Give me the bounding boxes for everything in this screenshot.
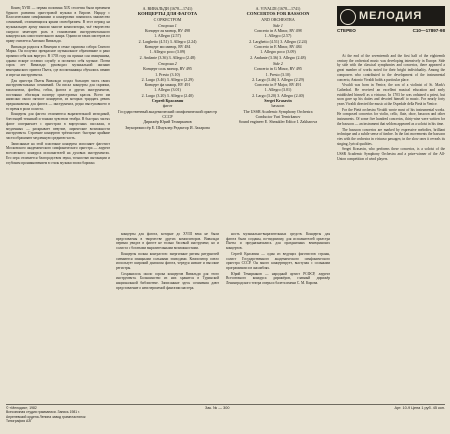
performer-name: Sergei Krasavin bbox=[264, 98, 292, 104]
russian-annotation-continued bbox=[116, 232, 219, 404]
track-line: 1. Allegro (2.57) bbox=[264, 33, 292, 39]
annotation-paragraph: концерты для фагота, которые до XVIII века не были представлены в творчестве других композиторов. Вивальди первым увидел в фаготе не только басовый инструмент, но и солиста с богатыми выразительными возможностями. bbox=[116, 232, 219, 251]
annotation-paragraph: ность музыкально-выразительных средств. Концерты для фагота были созданы, по-видимому, для исполнителей оркестра Пьеты и предназначались для праздничных венецианских концертов. bbox=[226, 232, 330, 251]
track-line: 2. Larghetto (4.51) 3. Allegro (2.24) bbox=[138, 38, 197, 44]
brand-name: МЕЛОДИЯ bbox=[359, 10, 423, 22]
stereo-label: СТЕРЕО bbox=[337, 28, 356, 33]
annotation-paragraph: At the end of the seventeenth and the first half of the eighteenth century the orchestral music was developing intensively in Europe. Side by side with the classical symphonies and concertos, there appeared a great number of works noted for their bright individuality. Among the composers who contributed to the development of the instrumental concerto, Antonio Vivaldi holds a particular place. bbox=[337, 54, 445, 82]
album-title: CONCERTOS FOR BASSOON bbox=[246, 11, 310, 17]
orchestra-name: The USSR Academic Symphony Orchestra bbox=[243, 108, 313, 114]
logo-plate bbox=[337, 6, 445, 26]
track-line: 1. Allegro poco (3.09) bbox=[260, 49, 296, 55]
track-line: 2. Andante (3.36) 3. Allegro (2.48) bbox=[139, 54, 196, 60]
english-tracklist bbox=[226, 6, 330, 125]
track-line: 1. Presto (3.10) bbox=[265, 71, 291, 77]
order-number: Зак. № — 300 bbox=[205, 406, 230, 410]
track-line: 2. Largo (3.46) 3. Allegro (2.29) bbox=[252, 76, 304, 82]
annotation-paragraph: Для оркестра Пьеты Вивальди создал большую часть своих инструментальных сочинений. Он писал концерты для скрипки, виолончели, флейты, гобоя, фагота и других инструментов, постоянно обогащая палитру оркестровых красок. Всего им написано около пятисот концертов, из которых тридцать девять предназначены для фагота — инструмента, редко выступавшего в то время в роли солиста. bbox=[6, 78, 110, 111]
album-subtitle: С ОРКЕСТРОМ bbox=[153, 16, 182, 22]
composer-name: A. VIVALDI (1678—1741) bbox=[255, 6, 301, 11]
annotation-paragraph: Вивальди родился в Венеции в семье скрипача собора Святого Марка. Он получил прекрасное музыкальное образование и рано проявил себя как виртуоз. В 1703 году он принял сан священника, однако вскоре оставил службу и посвятил себя музыке. Почти сорок лет Вивальди руководил музыкальной жизнью венецианского приюта Пьета, где воспитанницы обучались пению и игре на инструментах. bbox=[6, 44, 110, 77]
russian-annotation-continued bbox=[226, 232, 330, 404]
track-line: Concerto in E Minor, RV 484 bbox=[254, 44, 302, 50]
annotation-paragraph: Юрий Темирканов — народный артист РСФСР, лауреат Всесоюзного конкурса дирижёров, главный дирижёр Ленинградского театра оперы и балета имени С. М. Кирова. bbox=[226, 271, 330, 286]
conductor-name: Conductor Yuri Temirkanov bbox=[255, 113, 301, 119]
annotation-paragraph: The bassoon concertos are marked by expressive melodies, brilliant technique and a subtle sense of timbre. In the fast movements the bassoon vies with the orchestra in virtuoso passages; in the slow ones it reveals its singing, lyrical qualities. bbox=[337, 127, 445, 146]
annotation-paragraph: Концерты для фагота отличаются выразительной мелодикой, блестящей техникой и тонким чувством тембра. В быстрых частях фагот соперничает с оркестром в виртуозных пассажах, в медленных — раскрывает певучие, лирические возможности инструмента. Строение концертов трёхчастное: быстрые крайние части обрамляют медленную среднюю часть. bbox=[6, 112, 110, 140]
side-label: Side 2 bbox=[273, 60, 283, 66]
russian-annotation-column bbox=[6, 6, 110, 402]
russian-tracklist bbox=[116, 6, 219, 130]
factory-line: Апрелевский ордена Ленина завод грампластинок bbox=[6, 414, 86, 419]
english-annotation-column bbox=[337, 54, 445, 404]
studio-line: Всесоюзная студия грамзаписи. Запись 1981 г. bbox=[6, 410, 80, 415]
track-line: 2. Larghetto (4.51) 3. Allegro (2.24) bbox=[249, 38, 307, 44]
imprint-footer bbox=[6, 406, 445, 428]
track-line: Концерт ми минор, RV 484 bbox=[144, 44, 191, 50]
performer-name: Сергей Красавин bbox=[151, 98, 184, 104]
track-line: 1. Allegro (2.57) bbox=[154, 33, 181, 39]
track-line: 2. Largo (3.46) 3. Allegro (2.29) bbox=[141, 76, 194, 82]
side-label: Side 1 bbox=[273, 22, 283, 28]
album-title: КОНЦЕРТЫ ДЛЯ ФАГОТА bbox=[137, 11, 198, 17]
track-line: 1. Allegro (3.01) bbox=[264, 87, 292, 93]
track-line: 1. Allegro (3.01) bbox=[154, 87, 181, 93]
melodiya-logo bbox=[337, 6, 445, 38]
imprint-text bbox=[6, 406, 206, 423]
orchestra-name: Государственный академический симфонический оркестр СССР bbox=[118, 108, 217, 119]
track-line: Концерт соль минор, RV 495 bbox=[143, 66, 192, 72]
side-label: Сторона 1 bbox=[158, 22, 177, 28]
album-subtitle: AND ORCHESTRA bbox=[261, 16, 295, 22]
catalog-line bbox=[337, 28, 445, 33]
track-line: 1. Presto (3.10) bbox=[155, 71, 180, 77]
annotation-paragraph: Sergei Krasavin, who performs these concertos, is a soloist of the USSR Academic Symphony Orchestra and a prize-winner of the All-Union competition of wind players. bbox=[337, 147, 445, 161]
annotation-paragraph: Сохранилось около сорока концертов Вивальди для этого инструмента. Большинство из них хранится в Туринской национальной библиотеке. Записанные здесь сочинения дают представление о неисчерпаемой фантазии мастера. bbox=[116, 271, 219, 290]
track-line: Concerto in F Major, RV 491 bbox=[254, 82, 302, 88]
price-line: Арт. 10-9 Цена 1 руб. 45 коп. bbox=[394, 406, 445, 410]
track-line: Концерт ля минор, RV 498 bbox=[144, 28, 191, 34]
record-emblem-icon bbox=[340, 9, 356, 25]
annotation-paragraph: For the Pietà orchestra Vivaldi wrote most of his instrumental works. He composed concertos for violin, cello, flute, oboe, bassoon and other instruments. Of some five hundred concertos, thirty-nine were written for the bassoon — an instrument that seldom appeared as a soloist in his time. bbox=[337, 107, 445, 126]
annotation-paragraph: Концерты полны контрастов: энергичные ритмы ритурнелей сменяются изящными сольными эпизодами. Композитор смело использует широкий диапазон фагота, чередуя низкие и высокие регистры. bbox=[116, 251, 219, 270]
track-line: 2. Largo (3.20) 3. Allegro (2.40) bbox=[252, 92, 304, 98]
conductor-name: Дирижёр Юрий Темирканов bbox=[143, 119, 192, 125]
performer-role: bassoon bbox=[271, 103, 285, 109]
copyright-line: © «Мелодия», 1982 bbox=[6, 406, 37, 410]
annotation-paragraph: Сергей Красавин — один из ведущих фаготистов страны, солист Государственного академического симфонического оркестра СССР. Он много концертирует, выступая с сольными программами и в ансамблях. bbox=[226, 251, 330, 270]
performer-role: фагот bbox=[162, 103, 173, 109]
credits-line: Sound engineer E. Shmukler Editor I. Zakharova bbox=[238, 119, 318, 125]
track-line: 1. Allegro poco (3.09) bbox=[149, 49, 186, 55]
annotation-paragraph: Записанные на этой пластинке концерты исполняет фаготист Московского академического симфонического оркестра — лауреат всесоюзного конкурса исполнителей на духовых инструментах. Его игра отличается благородством звука, точностью интонации и глубоким проникновением в стиль музыки эпохи барокко. bbox=[6, 141, 110, 165]
catalog-number: С10—17897-98 bbox=[412, 28, 445, 33]
footer-divider bbox=[6, 404, 445, 405]
annotation-paragraph: Конец XVIII — первая половина XIX столетия были временем бурного развития оркестровой музыки в Европе. Наряду с Классическими симфониями и концертами появилось множество сочинений, отличающихся ярким своеобразием. В этот период на музыкальную арену вышли многие композиторы, чьё творчество сыграло заметную роль в становлении инструментального концерта как самостоятельного жанра. Одним из таких мастеров по праву считается Антонио Вивальди. bbox=[6, 6, 110, 43]
track-line: Concerto in G Minor, RV 495 bbox=[254, 66, 302, 72]
track-line: 2. Largo (3.20) 3. Allegro (2.40) bbox=[141, 92, 194, 98]
track-line: Концерт фа мажор, RV 491 bbox=[144, 82, 191, 88]
annotation-paragraph: Vivaldi was born in Venice, the son of a violinist of St. Mark's Cathedral. He received an excellent musical education and early established himself as a virtuoso. In 1703 he was ordained a priest, but soon gave up his duties and devoted himself to music. For nearly forty years Vivaldi directed the music at the Ospedale della Pietà in Venice. bbox=[337, 83, 445, 107]
track-line: Concerto in A Minor, RV 498 bbox=[254, 28, 302, 34]
side-label: Сторона 2 bbox=[158, 60, 177, 66]
track-line: 2. Andante (3.36) 3. Allegro (2.48) bbox=[250, 54, 306, 60]
composer-name: А. ВИВАЛЬДИ (1678—1741) bbox=[142, 6, 193, 11]
printer-line: Типография АЗГ bbox=[6, 418, 33, 423]
credits-line: Звукорежиссёр Е. Шмуклер Редактор И. Захарова bbox=[125, 124, 210, 130]
